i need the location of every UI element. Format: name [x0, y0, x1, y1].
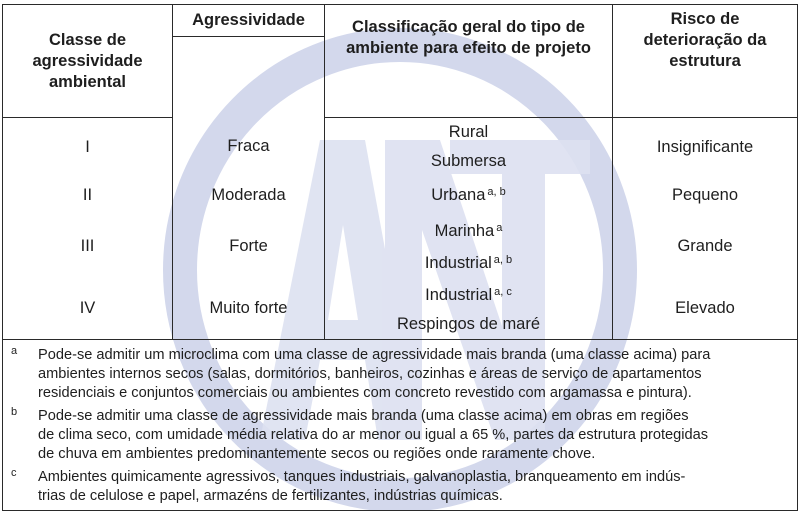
row-aggressiveness: Fraca	[173, 118, 325, 177]
footnote-c: c Ambientes quimicamente agressivos, tanques industriais, galvanoplastia, branqueamento em indús- trias de celulose e papel, armazéns de fertilizantes, indústrias químicas.	[11, 467, 686, 504]
header-aggressiveness: Agressividade	[173, 5, 325, 37]
aggressiveness-table	[2, 4, 798, 511]
row-risk: Grande	[613, 214, 798, 278]
row-risk: Pequeno	[613, 176, 798, 214]
row-class: III	[3, 214, 173, 278]
row-class: IV	[3, 278, 173, 340]
header-class: Classe de agressividade ambiental	[3, 5, 173, 118]
header-risk: Risco de deterioração da estrutura	[613, 5, 798, 118]
row-risk: Insignificante	[613, 118, 798, 177]
row-aggressiveness: Muito forte	[173, 278, 325, 340]
row-aggressiveness: Moderada	[173, 176, 325, 214]
row-class: I	[3, 118, 173, 177]
row-environment: Marinha $^a$ Industrial $^{a, b}$	[325, 214, 613, 278]
row-risk: Elevado	[613, 278, 798, 340]
header-classification: Classificação geral do tipo de ambiente para efeito de projeto	[325, 5, 613, 118]
table-footnotes	[3, 340, 798, 511]
footnote-a: a Pode-se admitir um microclima com uma classe de agressividade mais branda (uma classe acima) para ambientes internos secos (salas, dormitórios, banheiros, cozinhas e áreas de serviço de apartamentos residenciais e conjuntos comerciais ou ambientes com concreto revestido com argamassa e pintura).	[11, 345, 711, 401]
row-environment: Industrial $^{a, c}$ Respingos de maré	[325, 278, 613, 340]
footnote-b: b Pode-se admitir uma classe de agressividade mais branda (uma classe acima) em obras em regiões de clima seco, com umidade média relativa do ar menor ou igual a 65 %, partes da estrutura protegidas de chuva em ambientes predominantemente secos ou regiões onde raramente chove.	[11, 406, 709, 462]
row-environment: Rural Submersa	[325, 118, 613, 177]
row-class: II	[3, 176, 173, 214]
row-aggressiveness: Forte	[173, 214, 325, 278]
row-environment: Urbana $^{a, b}$	[325, 176, 613, 214]
